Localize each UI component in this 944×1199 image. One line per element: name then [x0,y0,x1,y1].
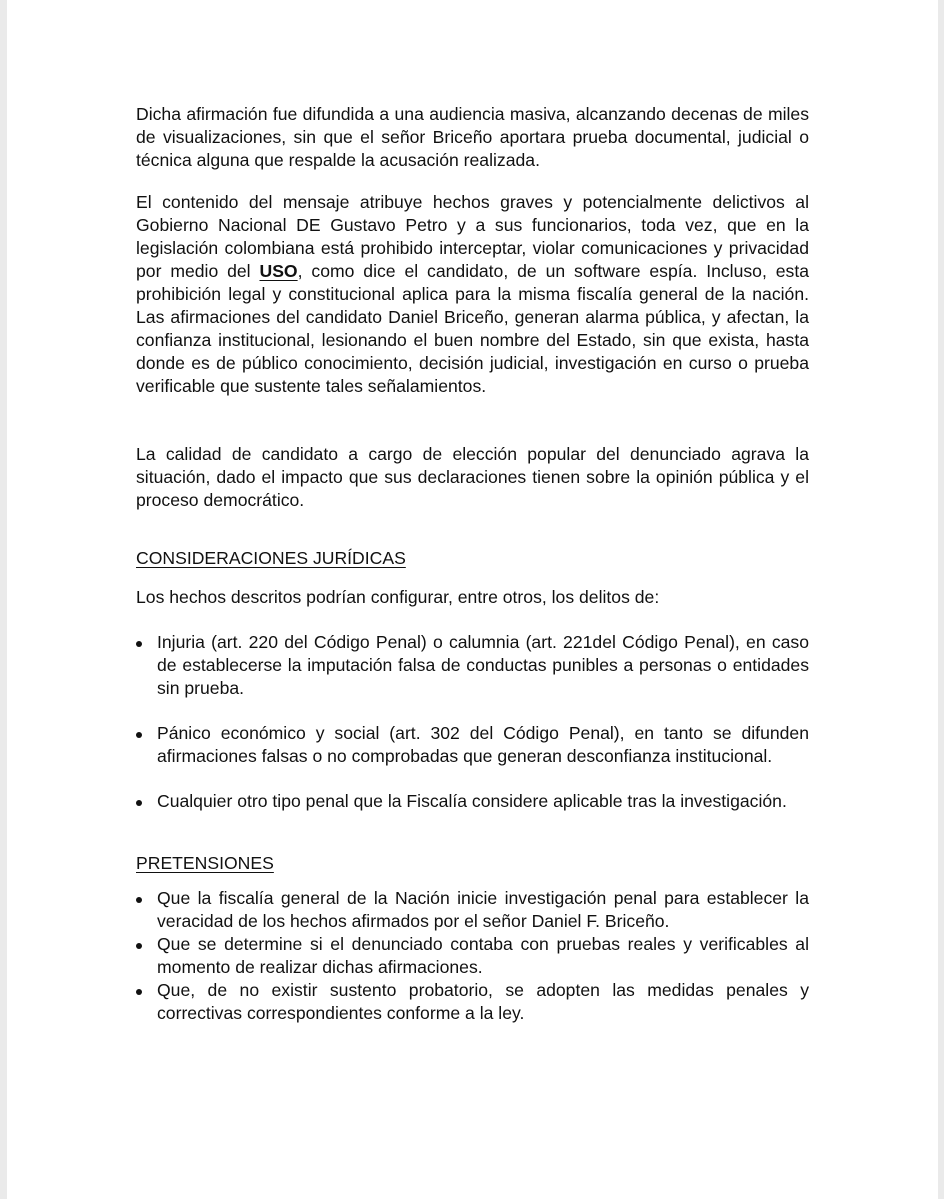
claims-list [136,887,809,1025]
list-item-crime [136,722,809,768]
paragraph-dissemination: Dicha afirmación fue difundida a una audiencia masiva, alcanzando decenas de miles de visualizaciones, sin que el señor Briceño aportara prueba documental, judicial o técnica alguna que respalde la acusación realizada. [136,104,809,170]
list-item-crime [136,790,809,813]
list-item-text: Que, de no existir sustento probatorio, se adopten las medidas penales y correctivas correspondientes conforme a la ley. [157,980,809,1023]
paragraph-content-part-1: El contenido del mensaje atribuye hechos graves y potencialmente delictivos al Gobierno Nacional DE Gustavo Petro y a sus funcionarios, toda vez, que en la legislación colombiana está prohibido interceptar, violar comunicaciones y privacidad por medio del [136,192,809,281]
heading-claims: PRETENSIONES [136,853,274,873]
bullet-icon [136,800,142,806]
heading-legal-considerations: CONSIDERACIONES JURÍDICAS [136,548,406,568]
list-item-text: Injuria (art. 220 del Código Penal) o calumnia (art. 221del Código Penal), en caso de establecerse la imputación falsa de conductas punibles a personas o entidades sin prueba. [157,632,809,698]
list-item-text: Que la fiscalía general de la Nación inicie investigación penal para establecer la veracidad de los hechos afirmados por el señor Daniel F. Briceño. [157,888,809,931]
page-edge-right [938,0,944,1199]
bullet-icon [136,989,142,995]
paragraph-content-part-2: , como dice el candidato, de un software espía. Incluso, esta prohibición legal y constitucional aplica para la misma fiscalía general de la nación. Las afirmaciones del candidato Daniel Briceño, generan alarma pública, y afectan, la confianza institucional, lesionando el buen nombre del Estado, sin que exista, hasta donde es de público conocimiento, decisión judicial, investigación en curso o prueba verificable que sustente tales señalamientos. [136,261,809,396]
legal-intro-text: Los hechos descritos podrían configurar, entre otros, los delitos de: [136,587,660,607]
crimes-list [136,631,809,813]
bullet-icon [136,897,142,903]
bullet-icon [136,943,142,949]
paragraph-candidate-status: La calidad de candidato a cargo de elección popular del denunciado agrava la situación, dado el impacto que sus declaraciones tienen sobre la opinión pública y el proceso democrático. [136,444,809,510]
emphasis-uso: USO [259,261,298,281]
list-item-text: Pánico económico y social (art. 302 del Código Penal), en tanto se difunden afirmaciones falsas o no comprobadas que generan desconfianza institucional. [157,723,809,766]
document-page [136,103,809,1025]
list-item-claim [136,887,809,933]
bullet-icon [136,641,142,647]
list-item-crime [136,631,809,700]
list-item-text: Cualquier otro tipo penal que la Fiscalía considere aplicable tras la investigación. [157,791,787,811]
list-item-text: Que se determine si el denunciado contaba con pruebas reales y verificables al momento de realizar dichas afirmaciones. [157,934,809,977]
paragraph-content-of-message [136,191,809,398]
list-item-claim [136,933,809,979]
page-edge-left [0,0,7,1199]
list-item-claim [136,979,809,1025]
bullet-icon [136,732,142,738]
